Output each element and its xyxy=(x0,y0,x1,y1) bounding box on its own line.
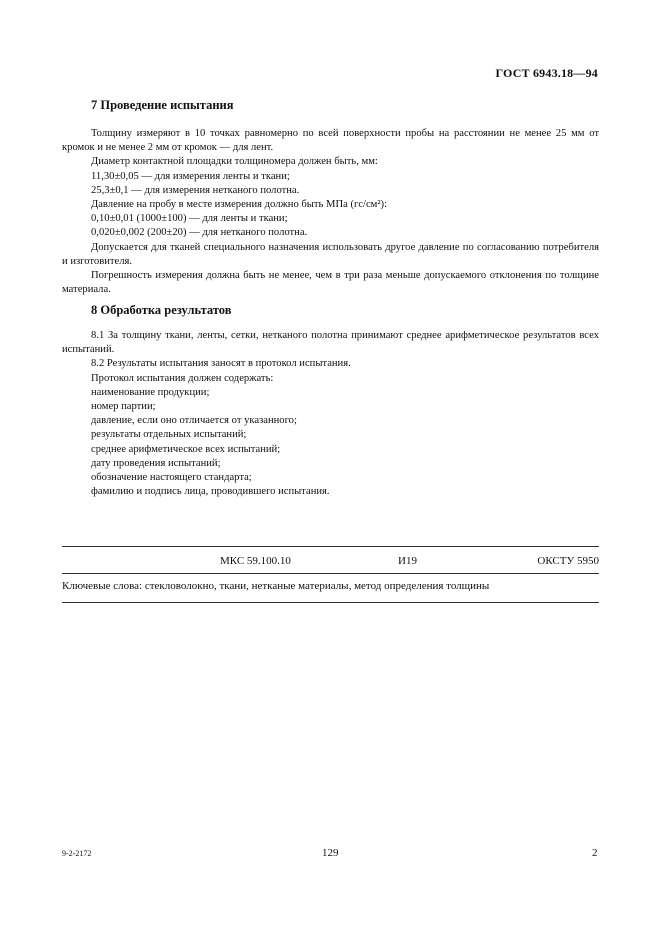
protocol-item: наименование продукции; xyxy=(91,386,210,398)
section-8-title: 8 Обработка результатов xyxy=(91,303,232,317)
protocol-item: давление, если оно отличается от указанного; xyxy=(91,415,297,427)
section-7-paragraph: Погрешность измерения должна быть не менее, чем в три раза меньше допускаемого отклонения по толщине материала. xyxy=(62,270,599,296)
section-7-line: Диаметр контактной площадки толщиномера должен быть, мм: xyxy=(91,156,378,168)
group-code: И19 xyxy=(398,555,417,567)
section-7-body xyxy=(62,127,599,297)
top-divider xyxy=(62,546,599,547)
section-7-line: 11,30±0,05 — для измерения ленты и ткани; xyxy=(91,170,290,182)
section-8-paragraph: 8.1 За толщину ткани, ленты, сетки, нетканого полотна принимают среднее арифметическое результатов всех испытаний. xyxy=(62,330,599,356)
section-7-line: Давление на пробу в месте измерения должно быть МПа (гс/см²): xyxy=(91,199,388,211)
mks-code: МКС 59.100.10 xyxy=(220,555,291,567)
section-7-paragraph: Допускается для тканей специального назначения использовать другое давление по согласованию потребителя и изготовителя. xyxy=(62,241,599,267)
protocol-item: номер партии; xyxy=(91,401,156,413)
protocol-item: фамилию и подпись лица, проводившего испытания. xyxy=(91,486,330,498)
sheet-number: 2 xyxy=(592,847,598,859)
bottom-divider xyxy=(62,602,599,603)
section-7-line: 0,020±0,002 (200±20) — для нетканого полотна. xyxy=(91,227,308,239)
section-8-line: Протокол испытания должен содержать: xyxy=(91,372,274,384)
protocol-item: дату проведения испытаний; xyxy=(91,457,221,469)
protocol-item: обозначение настоящего стандарта; xyxy=(91,472,252,484)
protocol-item: результаты отдельных испытаний; xyxy=(91,429,247,441)
classification-row xyxy=(62,555,599,571)
keywords-line: Ключевые слова: стекловолокно, ткани, нетканые материалы, метод определения толщины xyxy=(62,580,490,592)
section-7-paragraph: Толщину измеряют в 10 точках равномерно по всей поверхности пробы на расстоянии не менее 25 мм от кромок и не менее 2 мм от кромок — для лент. xyxy=(62,128,599,154)
middle-divider xyxy=(62,573,599,574)
section-8-line: 8.2 Результаты испытания заносят в протокол испытания. xyxy=(91,358,351,370)
page-number: 129 xyxy=(322,847,339,859)
section-8-body xyxy=(62,329,599,499)
standard-code: ГОСТ 6943.18—94 xyxy=(495,66,598,80)
section-7-title: 7 Проведение испытания xyxy=(91,98,234,112)
section-7-line: 25,3±0,1 — для измерения нетканого полотна. xyxy=(91,184,300,196)
section-7-line: 0,10±0,01 (1000±100) — для ленты и ткани; xyxy=(91,213,288,225)
print-code: 9-2-2172 xyxy=(62,849,92,858)
okstu-code: ОКСТУ 5950 xyxy=(537,555,599,567)
protocol-item: среднее арифметическое всех испытаний; xyxy=(91,443,281,455)
